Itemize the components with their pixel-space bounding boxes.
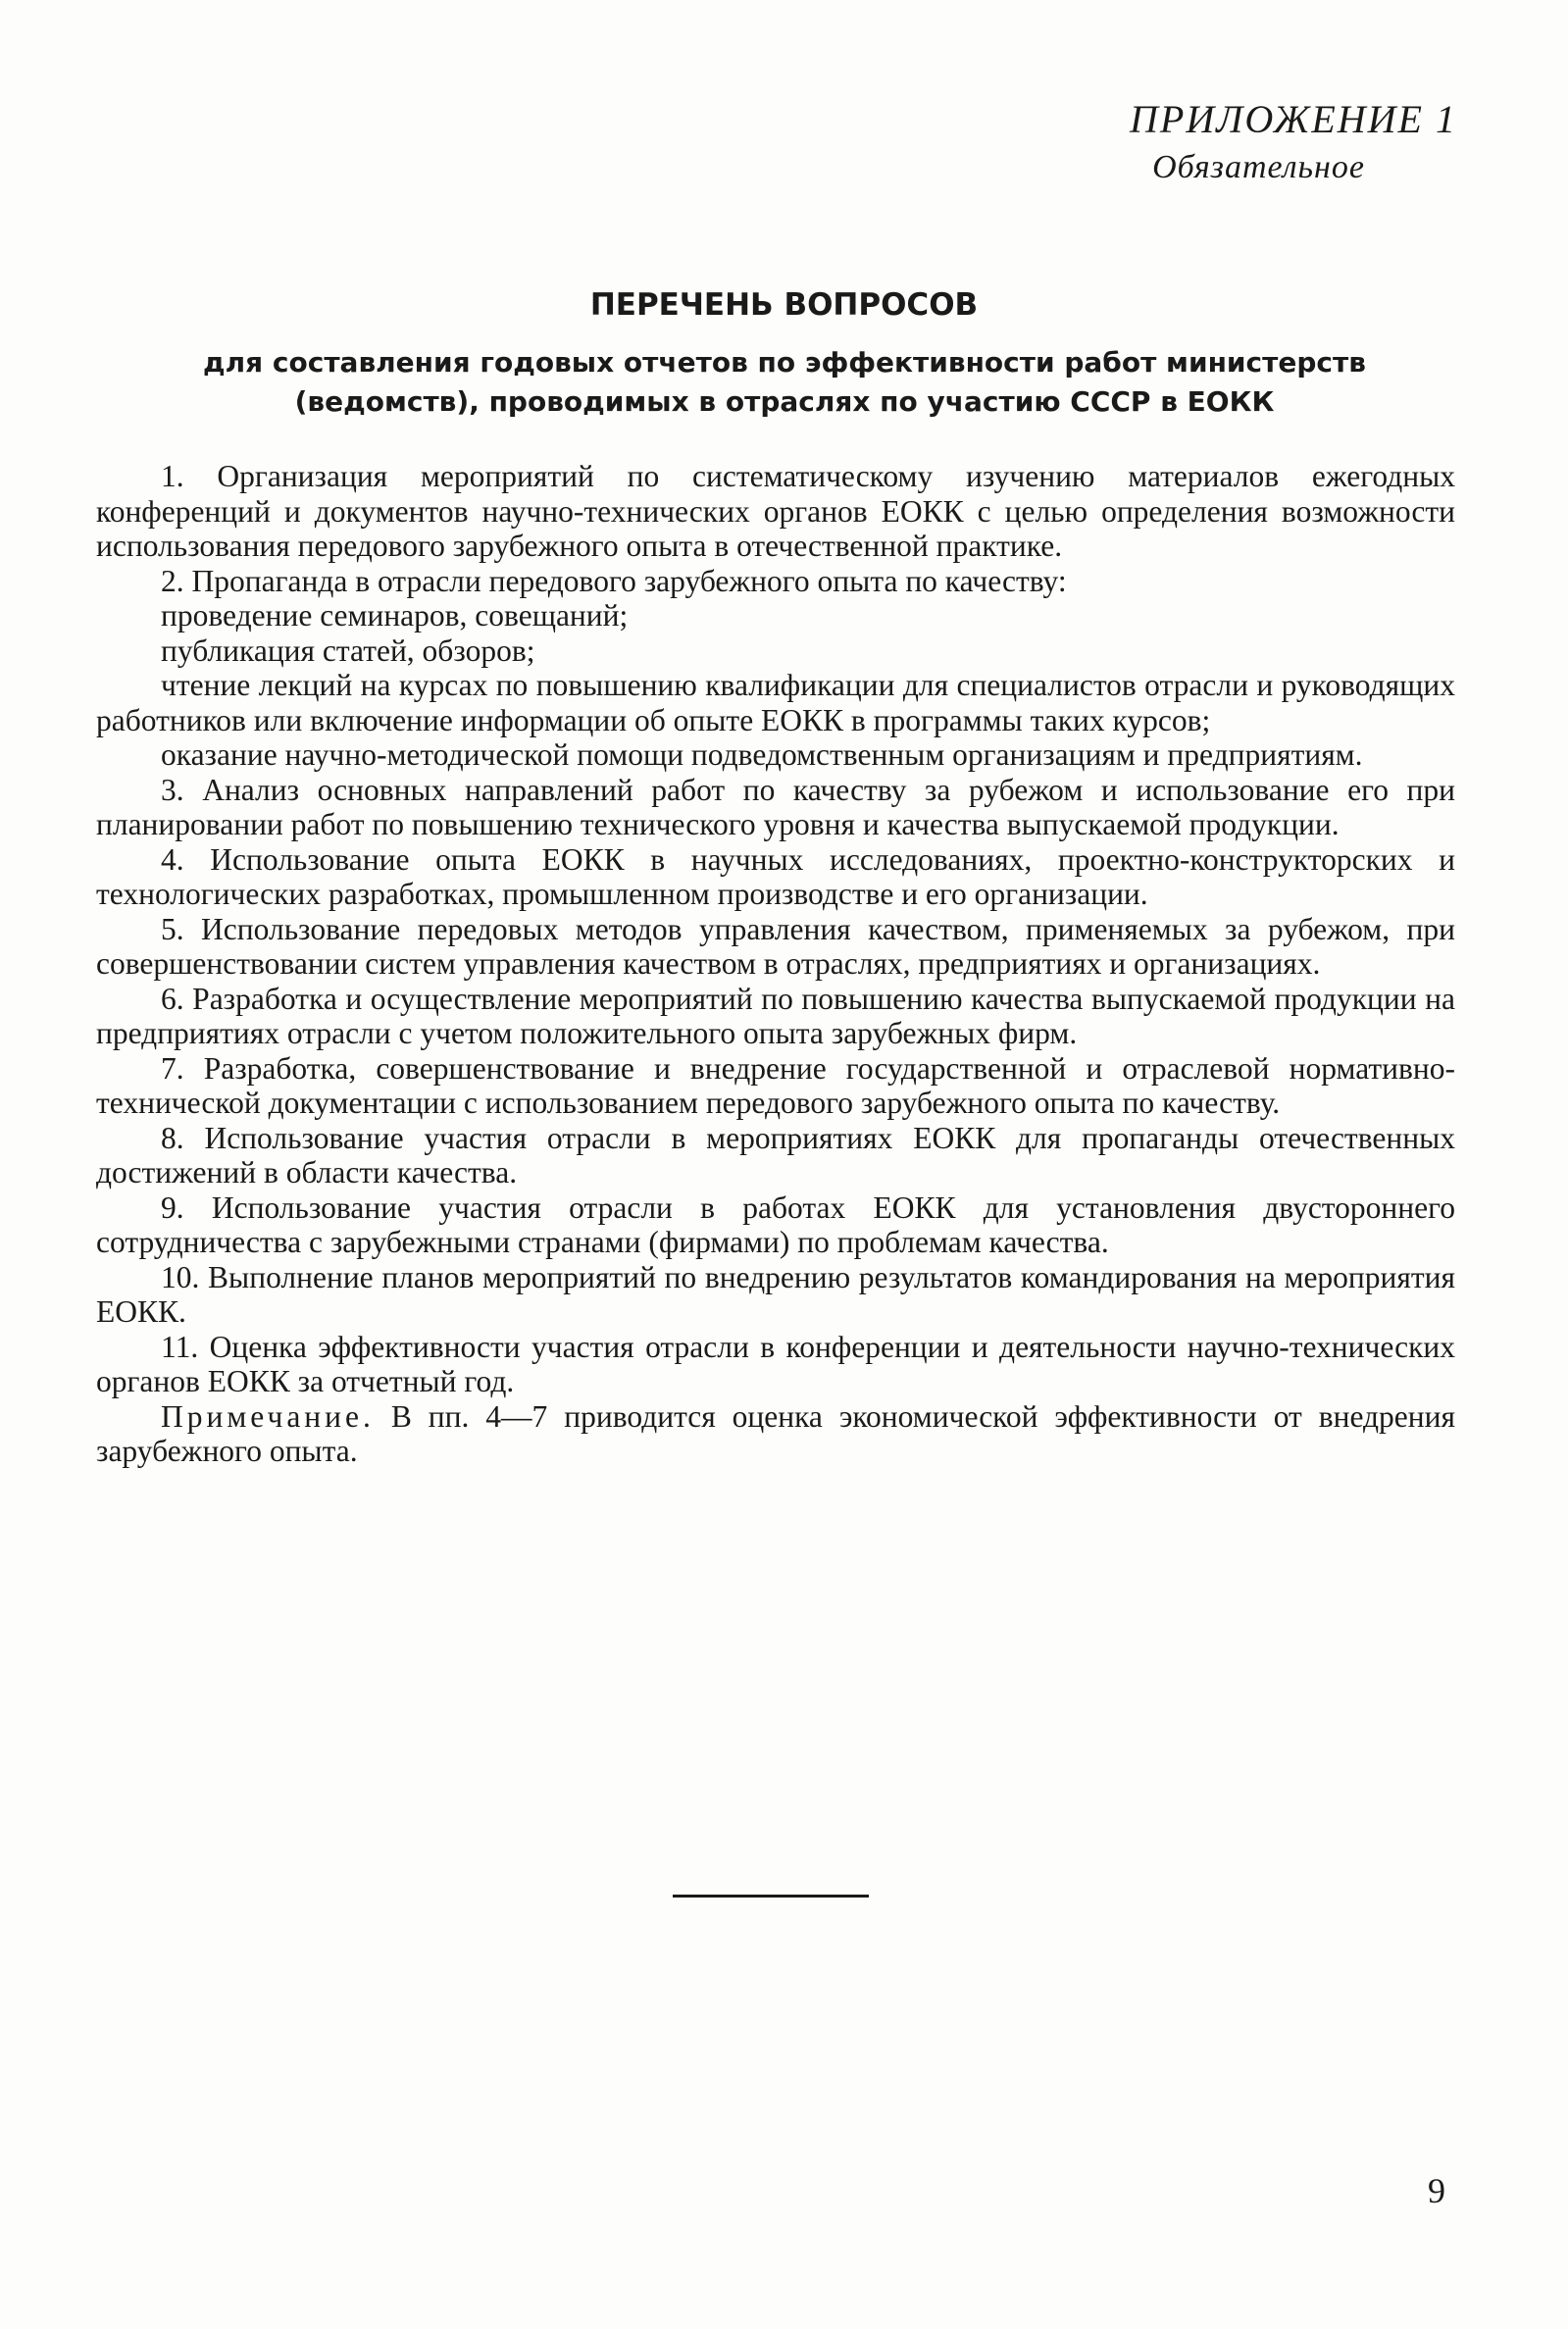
page-title: ПЕРЕЧЕНЬ ВОПРОСОВ xyxy=(589,287,979,323)
subtitle-line: для составления годовых отчетов по эффективности работ министерств xyxy=(203,346,1366,379)
note xyxy=(96,1399,1455,1469)
note-label: Примечание. xyxy=(161,1398,375,1434)
list-item-2: 2. Пропаганда в отрасли передового зарубежного опыта по качеству: xyxy=(161,563,1067,598)
document-body xyxy=(96,459,1455,1469)
page-subtitle xyxy=(147,343,1422,422)
list-item-6: 6. Разработка и осуществление мероприятий по повышению качества выпускаемой продукции на предприятиях отрасли с учетом положительного опыта зарубежных фирм. xyxy=(96,981,1455,1050)
list-item-4: 4. Использование опыта ЕОКК в научных исследованиях, проектно-конструкторских и технологических разработках, промышленном производстве и его организации. xyxy=(96,841,1455,911)
list-item-9: 9. Использование участия отрасли в работах ЕОКК для установления двустороннего сотрудничества с зарубежными странами (фирмами) по проблемам качества. xyxy=(96,1190,1455,1259)
list-item-1: 1. Организация мероприятий по систематическому изучению материалов ежегодных конференций и документов научно-технических органов ЕОКК с целью определения возможности использования передового зарубежного опыта в отечественной практике. xyxy=(96,459,1455,563)
list-item-7: 7. Разработка, совершенствование и внедрение государственной и отраслевой нормативно-технической документации с использованием передового зарубежного опыта по качеству. xyxy=(96,1050,1455,1120)
closing-rule xyxy=(673,1895,869,1898)
list-subitem: публикация статей, обзоров; xyxy=(161,633,535,668)
list-item-5: 5. Использование передовых методов управления качеством, применяемых за рубежом, при совершенствовании систем управления качеством в отраслях, предприятиях и организациях. xyxy=(96,911,1455,981)
appendix-status: Обязательное xyxy=(1152,149,1365,185)
subtitle-line: (ведомств), проводимых в отраслях по участию СССР в ЕОКК xyxy=(294,385,1275,418)
list-item-10: 10. Выполнение планов мероприятий по внедрению результатов командирования на мероприятия ЕОКК. xyxy=(96,1259,1455,1329)
list-subitem: чтение лекций на курсах по повышению квалификации для специалистов отрасли и руководящих работников или включение информации об опыте ЕОКК в программы таких курсов; xyxy=(96,668,1455,737)
list-item-11: 11. Оценка эффективности участия отрасли в конференции и деятельности научно-технических органов ЕОКК за отчетный год. xyxy=(96,1329,1455,1398)
list-item-3: 3. Анализ основных направлений работ по качеству за рубежом и использование его при планировании работ по повышению технического уровня и качества выпускаемой продукции. xyxy=(96,772,1455,841)
list-subitem: оказание научно-методической помощи подведомственным организациям и предприятиям. xyxy=(161,737,1363,772)
note-text: В пп. 4—7 приводится оценка экономической эффективности от внедрения зарубежного опыта. xyxy=(96,1398,1455,1468)
list-subitem: проведение семинаров, совещаний; xyxy=(161,598,629,633)
list-item-8: 8. Использование участия отрасли в мероприятиях ЕОКК для пропаганды отечественных достижений в области качества. xyxy=(96,1120,1455,1190)
page-number: 9 xyxy=(1428,2171,1445,2210)
appendix-label: ПРИЛОЖЕНИЕ 1 xyxy=(1130,97,1457,141)
